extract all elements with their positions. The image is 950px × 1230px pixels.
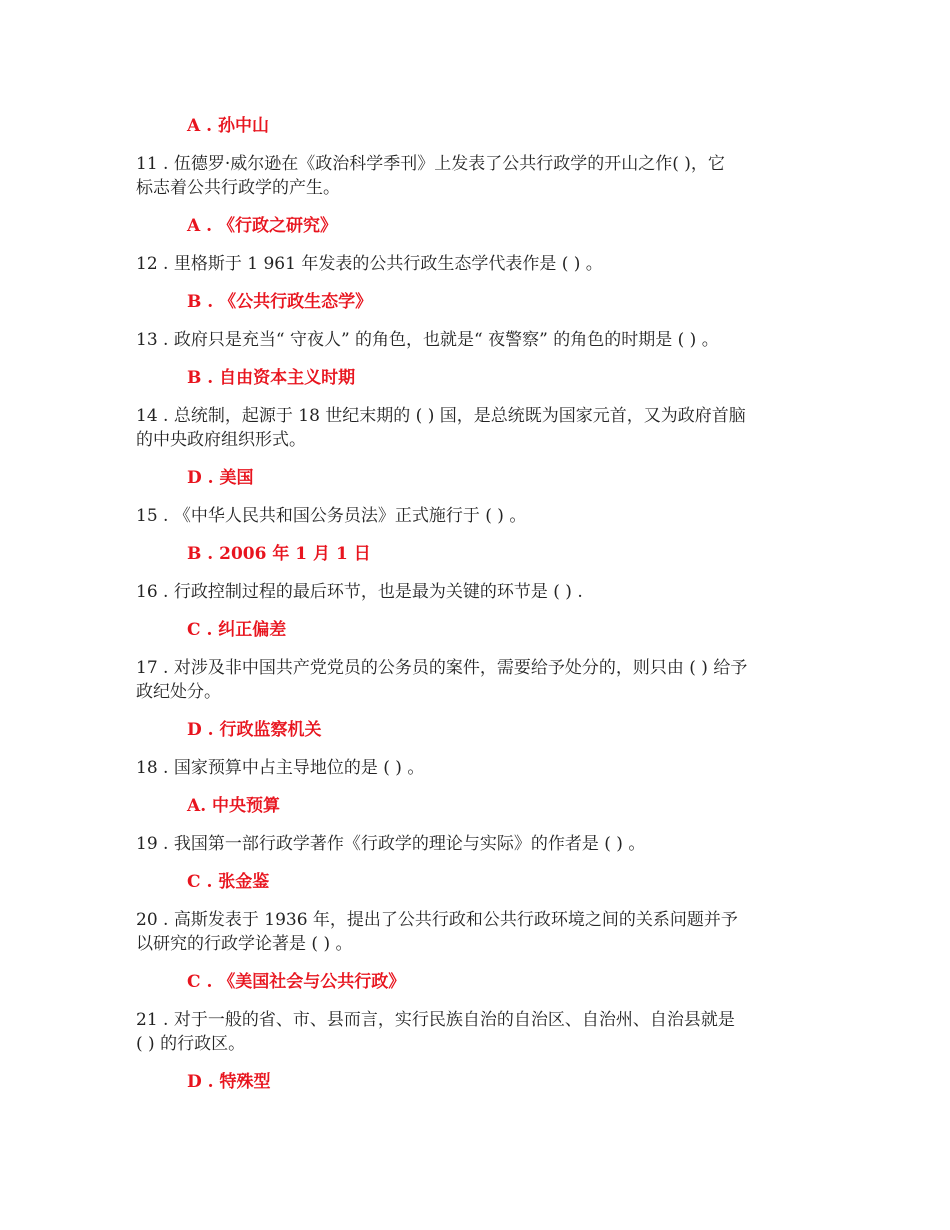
question-13: 13 . 政府只是充当“ 守夜人” 的角色，也就是“ 夜警察” 的角色的时期是 ( ) 。	[136, 330, 719, 350]
question-20-line-2: 以研究的行政学论著是 ( ) 。	[136, 934, 353, 954]
answer-16: C . 纠正偏差	[187, 620, 287, 640]
answer-19: C . 张金鉴	[187, 872, 270, 892]
answer-13: B . 自由资本主义时期	[187, 368, 356, 388]
question-21-line-1: 21 . 对于一般的省、市、县而言，实行民族自治的自治区、自治州、自治县就是	[136, 1010, 735, 1030]
question-16: 16 . 行政控制过程的最后环节，也是最为关键的环节是 ( ) .	[136, 582, 583, 602]
question-17-line-1: 17 . 对涉及非中国共产党党员的公务员的案件，需要给予处分的，则只由 ( ) 给予	[136, 658, 748, 678]
question-11-line-2: 标志着公共行政学的产生。	[136, 178, 340, 198]
answer-14: D . 美国	[187, 468, 254, 488]
question-15: 15 . 《中华人民共和国公务员法》正式施行于 ( ) 。	[136, 506, 527, 526]
question-14-line-1: 14 . 总统制，起源于 18 世纪末期的 ( ) 国，是总统既为国家元首，又为政府首脑	[136, 406, 746, 426]
answer-10: A . 孙中山	[187, 116, 269, 136]
answer-21: D . 特殊型	[187, 1072, 271, 1092]
question-21-line-2: ( ) 的行政区。	[136, 1034, 246, 1054]
question-11-line-1: 11 . 伍德罗·威尔逊在《政治科学季刊》上发表了公共行政学的开山之作( )，它	[136, 154, 725, 174]
question-20-line-1: 20 . 高斯发表于 1936 年，提出了公共行政和公共行政环境之间的关系问题并予	[136, 910, 738, 930]
answer-11: A . 《行政之研究》	[187, 216, 337, 236]
question-12: 12 . 里格斯于 1 961 年发表的公共行政生态学代表作是 ( ) 。	[136, 254, 603, 274]
answer-12: B . 《公共行政生态学》	[187, 292, 373, 312]
question-19: 19 . 我国第一部行政学著作《行政学的理论与实际》的作者是 ( ) 。	[136, 834, 646, 854]
answer-17: D . 行政监察机关	[187, 720, 322, 740]
question-18: 18 . 国家预算中占主导地位的是 ( ) 。	[136, 758, 425, 778]
answer-20: C . 《美国社会与公共行政》	[187, 972, 406, 992]
question-14-line-2: 的中央政府组织形式。	[136, 430, 306, 450]
answer-18: A. 中央预算	[187, 796, 281, 816]
answer-15: B . 2006 年 1 月 1 日	[187, 544, 371, 564]
question-17-line-2: 政纪处分。	[136, 682, 221, 702]
